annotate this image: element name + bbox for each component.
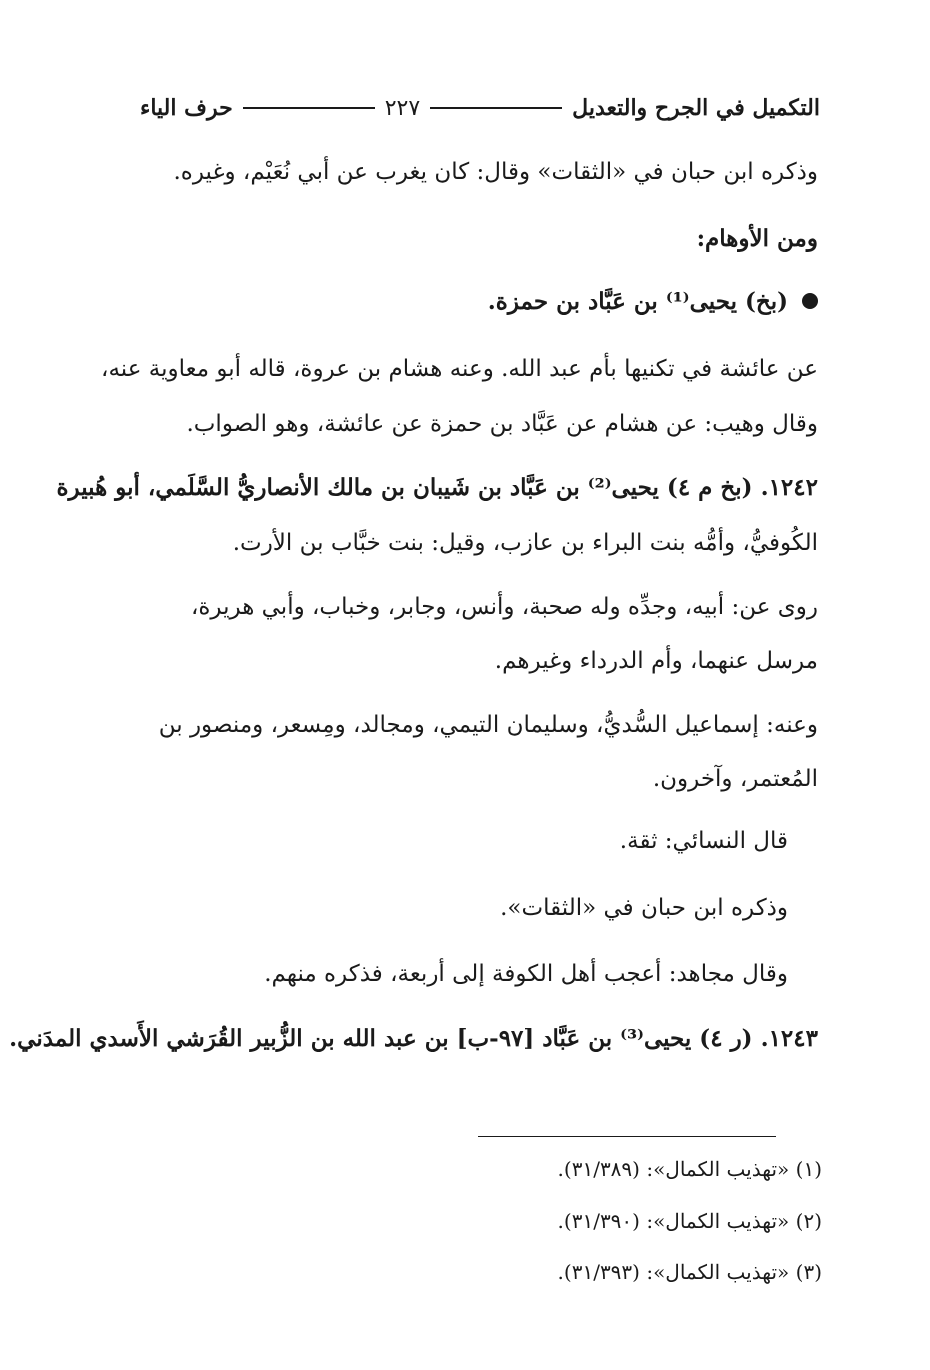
header-chapter: حرف الياء bbox=[139, 95, 233, 121]
text-line: عن عائشة في تكنيها بأم عبد الله. وعنه هشام بن عروة، قاله أبو معاوية عنه، bbox=[101, 356, 818, 382]
text-line: روى عن: أبيه، وجدِّه وله صحبة، وأنس، وجابر، وخباب، وأبي هريرة، bbox=[190, 594, 818, 620]
header-dash bbox=[430, 107, 562, 109]
footnote-separator bbox=[478, 1136, 776, 1137]
text-line: الكُوفيُّ، وأمُّه بنت البراء بن عازب، وقيل: بنت خبَّاب بن الأرت. bbox=[232, 530, 818, 556]
running-header bbox=[140, 88, 820, 128]
footnote: (٣) «تهذيب الكمال»: (٣١/٣٩٣). bbox=[557, 1260, 822, 1284]
text-line: وقال مجاهد: أعجب أهل الكوفة إلى أربعة، فذكره منهم. bbox=[264, 961, 788, 987]
text-line: وذكره ابن حبان في «الثقات» وقال: كان يغرب عن أبي نُعَيْم، وغيره. bbox=[173, 159, 818, 185]
text-line: وعنه: إسماعيل السُّديُّ، وسليمان التيمي، ومجالد، ومِسعر، ومنصور بن bbox=[158, 712, 818, 738]
text-line: مرسل عنهما، وأم الدرداء وغيرهم. bbox=[494, 648, 818, 674]
footnote: (٢) «تهذيب الكمال»: (٣١/٣٩٠). bbox=[557, 1209, 822, 1233]
header-book-title: التكميل في الجرح والتعديل bbox=[572, 95, 820, 121]
text-line: وذكره ابن حبان في «الثقات». bbox=[500, 895, 788, 921]
entry-heading: ١٢٤٣. (ر ٤) يحيى⁽³⁾ بن عَبَّاد [٩٧-ب] بن عبد الله بن الزُّبير القُرَشي الأَسدي المدَني. bbox=[9, 1025, 818, 1052]
footnote: (١) «تهذيب الكمال»: (٣١/٣٨٩). bbox=[557, 1157, 822, 1181]
text-line: المُعتمر، وآخرون. bbox=[652, 766, 818, 792]
section-heading: ومن الأوهام: bbox=[696, 225, 818, 252]
text-line: وقال وهيب: عن هشام عن عَبَّاد بن حمزة عن عائشة، وهو الصواب. bbox=[186, 411, 818, 437]
bullet-icon bbox=[802, 293, 818, 309]
header-dash bbox=[243, 107, 375, 109]
text-line: قال النسائي: ثقة. bbox=[619, 828, 788, 854]
entry-heading: ١٢٤٢. (بخ م ٤) يحيى⁽²⁾ بن عَبَّاد بن شَيبان بن مالك الأنصاريُّ السَّلَمي، أبو هُبيرة bbox=[56, 474, 818, 501]
entry-heading: (بخ) يحيى⁽¹⁾ بن عَبَّاد بن حمزة. bbox=[487, 288, 788, 315]
header-page-number: ٢٢٧ bbox=[384, 95, 421, 121]
